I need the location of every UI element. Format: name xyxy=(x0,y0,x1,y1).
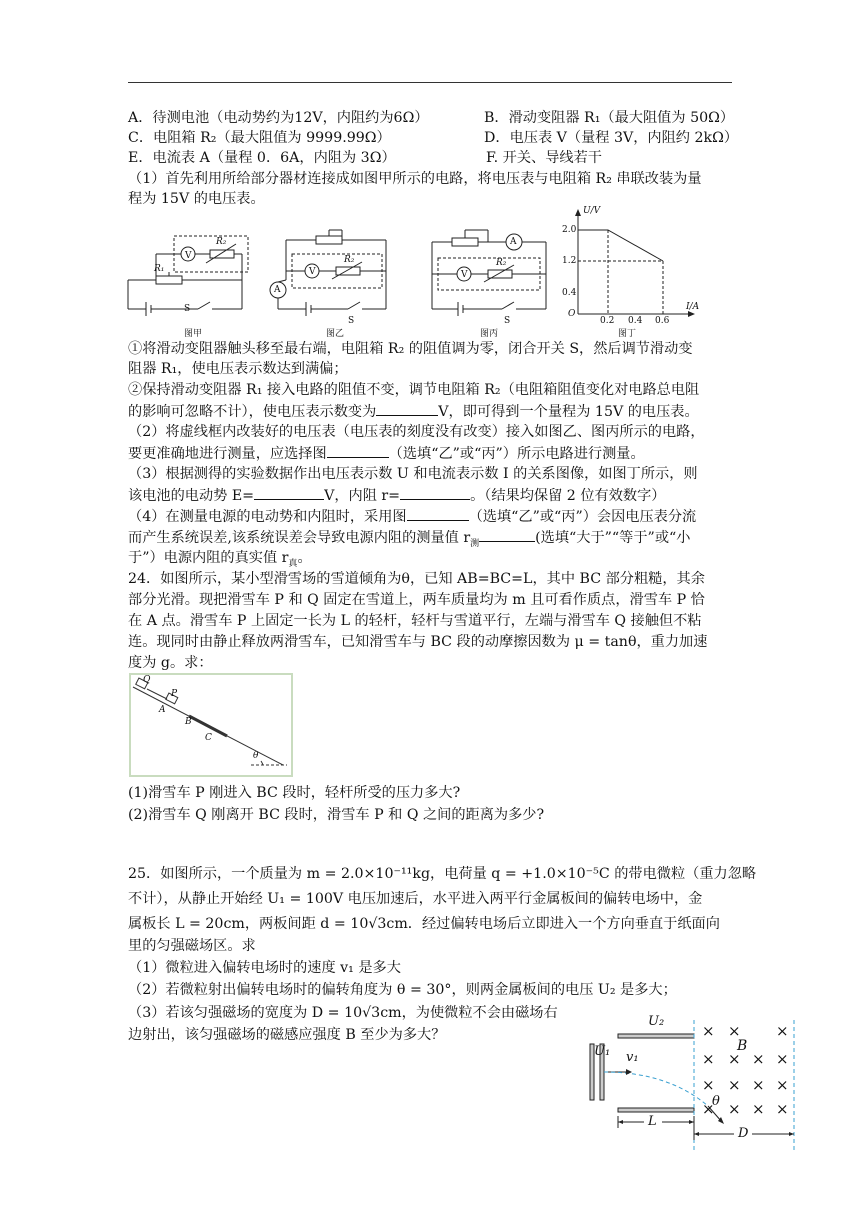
q24-line3: 在 A 点。滑雪车 P 上固定一长为 L 的轻杆，轻杆与雪道平行，左端与滑雪车 Q 接触但不粘 xyxy=(128,613,702,629)
fig-ding-caption: 图丁 xyxy=(618,329,637,339)
cross-mark: × xyxy=(728,1022,741,1040)
ski-slope-figure xyxy=(129,673,293,777)
q25-question3-line2: 边射出，该匀强磁场的磁感应强度 B 至少为多大？ xyxy=(128,1027,446,1043)
cross-mark: × xyxy=(776,1050,789,1068)
deflection-figure xyxy=(588,1010,800,1150)
label-theta: θ xyxy=(712,1094,720,1109)
fig-bing-voltmeter-label: V xyxy=(461,270,468,280)
cross-mark: × xyxy=(702,1050,715,1068)
q24-line1: 24．如图所示，某小型滑雪场的雪道倾角为θ，已知 AB=BC=L，其中 BC 部分粗糙，其余 xyxy=(128,571,705,587)
label-field-width: D xyxy=(738,1126,749,1141)
cross-mark: × xyxy=(752,1100,765,1118)
q25-line4: 里的匀强磁场区。求 xyxy=(128,938,256,954)
fig-jia-r2-label: R₂ xyxy=(216,237,227,247)
q25-question3-line1: （3）若该匀强磁场的宽度为 D = 10√3cm，为使微粒不会由磁场右 xyxy=(128,1005,558,1021)
label-plate-length: L xyxy=(648,1114,657,1129)
q24-question2: (2)滑雪车 Q 刚离开 BC 段时，滑雪车 P 和 Q 之间的距离为多少? xyxy=(128,807,545,823)
cross-mark: × xyxy=(702,1100,715,1118)
graph-origin-label: O xyxy=(568,309,576,319)
graph-ytick-2-0: 2.0 xyxy=(562,225,577,235)
q23-part4-text-a: （4）在测量电源的电动势和内阻时，采用图 xyxy=(128,509,407,525)
fig-jia-r1-label: R₁ xyxy=(154,264,165,274)
q23-step2-text-b: V，即可得到一个量程为 15V 的电压表。 xyxy=(438,404,699,420)
graph-ytick-0-4: 0.4 xyxy=(562,288,577,298)
fig-bing-switch-label: S xyxy=(504,316,511,326)
q25-question2: （2）若微粒射出偏转电场时的偏转角度为 θ = 30°，则两金属板间的电压 U₂ 是多大； xyxy=(128,982,677,998)
ski-slope-svg xyxy=(131,675,291,775)
equipment-b: B．滑动变阻器 R₁（最大阻值为 50Ω） xyxy=(484,110,735,126)
q23-step1-line2: 阻器 R₁，使电压表示数达到满偏； xyxy=(128,361,348,377)
label-u1: U₁ xyxy=(594,1044,611,1059)
ski-label-c: C xyxy=(205,733,212,743)
fig-bing-r2-label: R₂ xyxy=(496,258,507,268)
q23-part4-text-c: 而产生系统误差,该系统误差会导致电源内阻的测量值 r xyxy=(128,530,471,546)
q23-step2-line1: ②保持滑动变阻器 R₁ 接入电路的阻值不变，调节电阻箱 R₂（电阻箱阻值变化对电路总电阻 xyxy=(128,382,700,398)
q23-part2-line2 xyxy=(128,443,645,464)
q23-step2-text-a: 的影响可忽略不计），使电压表示数变为 xyxy=(128,404,377,420)
cross-mark: × xyxy=(702,1076,715,1094)
fig-yi-r2-label: R₂ xyxy=(344,255,355,265)
q23-part3-text-c: 。（结果均保留 2 位有效数字） xyxy=(470,488,666,504)
ski-label-q: Q xyxy=(143,675,151,685)
header-rule xyxy=(128,82,732,83)
subscript-measured: 测 xyxy=(470,538,480,549)
cross-mark: × xyxy=(728,1076,741,1094)
q23-part4-text-e: 于”）电源内阻的真实值 r xyxy=(128,550,289,566)
q24-line5: 度为 g。求： xyxy=(128,655,213,671)
cross-mark: × xyxy=(752,1076,765,1094)
q25-line3: 属板长 L = 20cm，两板间距 d = 10√3cm．经过偏转电场后立即进入一个方向垂直于纸面向 xyxy=(128,916,720,932)
q23-part1-line2: 程为 15V 的电压表。 xyxy=(128,191,265,207)
answer-blank-comparison[interactable] xyxy=(479,527,535,542)
q25-line2: 不计），从静止开始经 U₁ = 100V 电压加速后，水平进入两平行金属板间的偏转电场中，金 xyxy=(128,891,703,907)
label-v1: v₁ xyxy=(626,1050,639,1065)
equipment-d: D．电压表 V（量程 3V，内阻约 2kΩ） xyxy=(484,130,739,146)
fig-yi-caption: 图乙 xyxy=(326,329,345,339)
q23-part3-text-b: V，内阻 r= xyxy=(324,488,401,504)
q23-part4-text-f: 。 xyxy=(297,550,312,566)
graph-xtick-0-6: 0.6 xyxy=(655,316,670,326)
q23-part2-text-a: 要更准确地进行测量，应选择图 xyxy=(128,446,327,462)
cross-mark: × xyxy=(702,1022,715,1040)
q23-step2-line2 xyxy=(128,401,699,422)
q24-question1: (1)滑雪车 P 刚进入 BC 段时，轻杆所受的压力多大? xyxy=(128,785,461,801)
cross-mark: × xyxy=(776,1076,789,1094)
graph-x-axis-label: I/A xyxy=(686,302,700,312)
graph-ytick-1-2: 1.2 xyxy=(562,256,577,266)
fig-yi-voltmeter-label: V xyxy=(309,267,316,277)
cross-mark: × xyxy=(776,1100,789,1118)
fig-yi-ammeter-label: A xyxy=(274,285,281,295)
q23-part4-text-b: （选填“乙”或“丙”）会因电压表分流 xyxy=(468,509,697,525)
ski-label-a: A xyxy=(159,705,166,715)
q23-part3-line2 xyxy=(128,485,665,506)
q25-line1: 25．如图所示，一个质量为 m = 2.0×10⁻¹¹kg，电荷量 q = +1.0×10⁻⁵C 的带电微粒（重力忽略 xyxy=(128,866,757,882)
fig-bing-caption: 图丙 xyxy=(480,329,499,339)
q23-part2-line1: （2）将虚线框内改装好的电压表（电压表的刻度没有改变）接入如图乙、图丙所示的电路， xyxy=(128,424,705,440)
ski-label-theta: θ xyxy=(253,751,259,761)
cross-mark: × xyxy=(728,1100,741,1118)
q23-part3-text-a: 该电池的电动势 E= xyxy=(128,488,255,504)
fig-jia-caption: 图甲 xyxy=(184,329,203,339)
q24-line2: 部分光滑。现把滑雪车 P 和 Q 固定在雪道上，两车质量均为 m 且可看作质点，滑雪车 P 恰 xyxy=(128,592,705,608)
q25-question1: （1）微粒进入偏转电场时的速度 v₁ 是多大 xyxy=(128,960,401,976)
graph-xtick-0-4: 0.4 xyxy=(628,316,643,326)
subscript-true: 真 xyxy=(288,558,298,569)
answer-blank-internal-resistance[interactable] xyxy=(400,485,470,500)
circuit-figures xyxy=(126,206,726,338)
ski-label-b: B xyxy=(185,717,192,727)
q23-part2-text-b: （选填“乙”或“丙”）所示电路进行测量。 xyxy=(388,446,645,462)
ski-label-p: P xyxy=(171,689,178,699)
graph-xtick-0-2: 0.2 xyxy=(600,316,615,326)
cross-mark: × xyxy=(776,1022,789,1040)
q23-part1-line1: （1）首先利用所给部分器材连接成如图甲所示的电路，将电压表与电阻箱 R₂ 串联改装为量 xyxy=(128,171,702,187)
cross-mark: × xyxy=(752,1050,765,1068)
fig-bing-ammeter-label: A xyxy=(510,237,517,247)
label-u2: U₂ xyxy=(648,1014,665,1029)
fig-jia-switch-label: S xyxy=(184,304,191,314)
cross-mark: × xyxy=(728,1050,741,1068)
q23-part4-line1 xyxy=(128,506,696,527)
q23-part4-text-d: (选填“大于”“等于”或“小 xyxy=(535,530,691,546)
answer-blank-error-circuit[interactable] xyxy=(407,506,469,521)
graph-y-axis-label: U/V xyxy=(583,206,601,216)
q24-line4: 连。现同时由静止释放两滑雪车，已知滑雪车与 BC 段的动摩擦因数为 μ = tanθ，重力加速 xyxy=(128,634,708,650)
equipment-e: E．电流表 A（量程 0．6A，内阻为 3Ω） xyxy=(128,150,396,166)
q23-step1-line1: ①将滑动变阻器触头移至最右端，电阻箱 R₂ 的阻值调为零，闭合开关 S，然后调节滑动变 xyxy=(128,341,693,357)
equipment-a: A．待测电池（电动势约为12V，内阻约为6Ω） xyxy=(128,110,429,126)
answer-blank-circuit-choice[interactable] xyxy=(327,443,389,458)
answer-blank-voltage[interactable] xyxy=(376,401,438,416)
fig-jia-voltmeter-label: V xyxy=(185,251,192,261)
deflection-svg xyxy=(588,1010,800,1150)
answer-blank-emf[interactable] xyxy=(254,485,324,500)
q23-part3-line1: （3）根据测得的实验数据作出电压表示数 U 和电流表示数 I 的关系图像，如图丁所示，则 xyxy=(128,466,698,482)
equipment-f: F. 开关、导线若干 xyxy=(486,150,602,166)
fig-yi-switch-label: S xyxy=(348,316,355,326)
equipment-c: C．电阻箱 R₂（最大阻值为 9999.99Ω） xyxy=(128,130,391,146)
label-magnetic-field-b: B xyxy=(737,1038,748,1054)
